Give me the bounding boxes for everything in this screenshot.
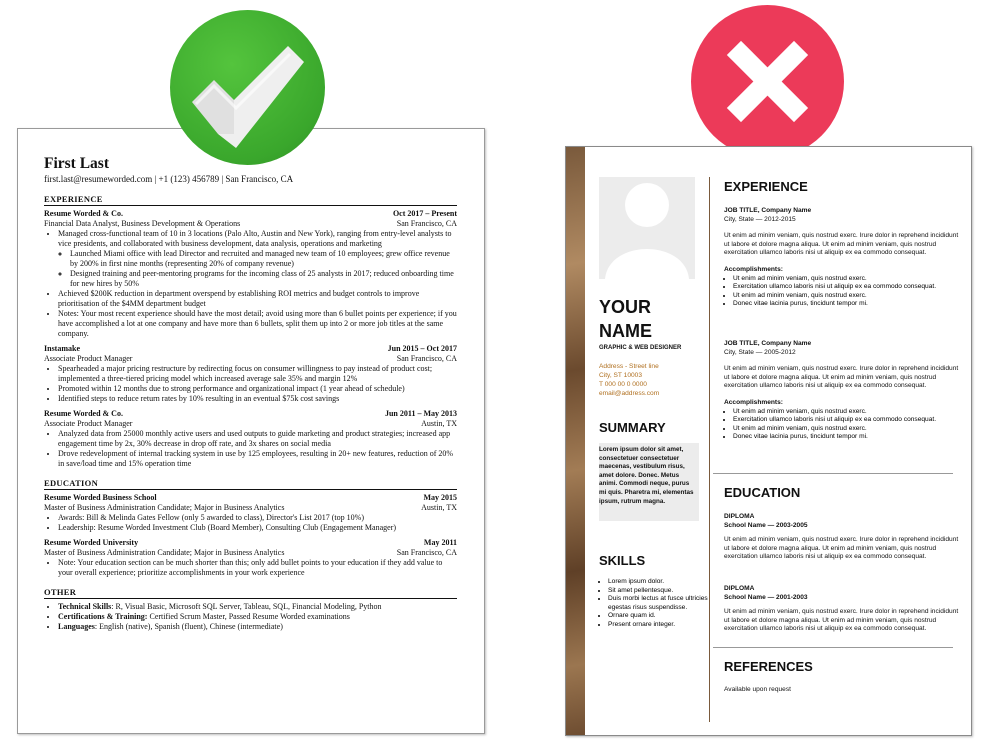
job-title: JOB TITLE, Company Name (724, 340, 812, 347)
education-entry (724, 585, 959, 634)
experience-heading: EXPERIENCE (724, 179, 808, 194)
job-entry (724, 340, 959, 442)
diploma-title: DIPLOMA (724, 585, 755, 592)
phone-line: T 000 00 0 0000 (599, 381, 647, 388)
job-location: San Francisco, CA (396, 219, 457, 228)
job-bullet: • Drove redevelopment of internal tracking system in use by 125 employees, resulting in 20+ new features, reduction of 20% in save/load time and 15% operation time (58, 449, 457, 469)
accomplishment-item: • Ut enim ad minim veniam, quis nostrud exerc. (733, 275, 959, 284)
skills-list (599, 578, 708, 630)
resume-name-line1: YOUR (599, 297, 652, 317)
approved-badge (170, 10, 325, 165)
job-company: Resume Worded & Co. (44, 209, 123, 218)
skills-heading: SKILLS (599, 553, 646, 568)
cross-icon (691, 5, 844, 158)
education-heading: EDUCATION (724, 485, 801, 500)
job-location: Austin, TX (421, 419, 457, 428)
resume-contact: first.last@resumeworded.com | +1 (123) 456789 | San Francisco, CA (44, 174, 294, 184)
good-resume (17, 128, 485, 734)
job-location: San Francisco, CA (396, 354, 457, 363)
job-entry (44, 409, 457, 469)
experience-heading: EXPERIENCE (44, 194, 457, 206)
job-title: Financial Data Analyst, Business Development & Operations (44, 219, 241, 228)
accomplishment-item: • Ut enim ad minim veniam, quis nostrud exerc. (733, 425, 959, 434)
summary-heading: SUMMARY (599, 420, 666, 435)
school-name: Resume Worded University (44, 538, 139, 547)
job-bullet: • Promoted within 12 months due to strong performance and organizational impact (1 year ahead of schedule) (58, 384, 457, 394)
address-line: Address - Street line (599, 363, 659, 370)
resume-role: GRAPHIC & WEB DESIGNER (599, 345, 682, 351)
job-bullet: • Spearheaded a major pricing restructure by redirecting focus on consumer willingness to pay instead of product cost; implemented a three-tiered pricing model which increased average sale 35% and margin 12% (58, 364, 457, 384)
job-dates: Jun 2011 – May 2013 (384, 409, 457, 418)
education-desc: Ut enim ad minim veniam, quis nostrud exerc. Irure dolor in reprehend incididunt ut labore et dolore magna aliqua. Ut enim ad minim veniam, quis nostrud exercitation ullamco laboris nisi ut aliquip ex ea commodo consequat. (724, 608, 959, 633)
job-sub-bullet: ◦ Designed training and peer-mentoring programs for the incoming class of 25 analysts in 2017; reduced onboarding time for new hires by 50% (70, 269, 457, 289)
school-location: Austin, TX (421, 503, 457, 512)
job-company: Instamake (44, 344, 81, 353)
school-bullet: • Awards: Bill & Melinda Gates Fellow (only 5 awarded to class), Director's List 2017 (top 10%) (58, 513, 457, 523)
school-bullet: • Leadership: Resume Worded Investment Club (Board Member), Consulting Club (Engagement Manager) (58, 523, 457, 533)
section-divider (713, 647, 953, 648)
decorative-strip (566, 147, 585, 735)
resume-name: First Last (44, 155, 110, 172)
other-item (58, 602, 457, 612)
school-name: School Name — 2001-2003 (724, 593, 808, 601)
accomplishment-item: • Ut enim ad minim veniam, quis nostrud exerc. (733, 292, 959, 301)
profile-photo-icon (599, 177, 695, 279)
school-entry (44, 493, 457, 533)
job-location: City, State — 2005-2012 (724, 348, 796, 356)
skill-item: • Duis morbi lectus at fusce ultricies egestas risus suspendisse. (608, 595, 708, 612)
school-location: San Francisco, CA (396, 548, 457, 557)
job-desc: Ut enim ad minim veniam, quis nostrud exerc. Irure dolor in reprehend incididunt ut labore et dolore magna aliqua. Ut enim ad minim veniam, quis nostrud exercitation ullamco laboris nisi ut aliquip ex ea commodo consequat. (724, 365, 959, 390)
other-item (58, 612, 457, 622)
references-text: Available upon request (724, 686, 791, 693)
section-divider (713, 473, 953, 474)
school-name: School Name — 2003-2005 (724, 521, 808, 529)
job-entry (44, 209, 457, 339)
job-bullet: • Achieved $200K reduction in department overspend by establishing ROI metrics and budget controls to improve prioritisation of the $4MM department budget (58, 289, 457, 309)
job-title: Associate Product Manager (44, 354, 133, 363)
city-line: City, ST 10003 (599, 372, 643, 379)
accomplishment-item: • Exercitation ullamco laboris nisi ut aliquip ex ea commodo consequat. (733, 283, 959, 292)
other-text: Certified Scrum Master, Passed Resume Worded examinations (147, 612, 350, 621)
other-label: Certifications & Training: (58, 612, 148, 621)
school-date: May 2011 (423, 538, 457, 547)
accomplishment-item: • Exercitation ullamco laboris nisi ut aliquip ex ea commodo consequat. (733, 416, 959, 425)
job-entry (44, 344, 457, 404)
bad-resume (565, 146, 972, 736)
job-location: City, State — 2012-2015 (724, 215, 796, 223)
school-degree: Master of Business Administration Candidate; Major in Business Analytics (44, 548, 285, 557)
accomplishment-item: • Donec vitae lacinia purus, tincidunt tempor mi. (733, 300, 959, 309)
education-desc: Ut enim ad minim veniam, quis nostrud exerc. Irure dolor in reprehend incididunt ut labore et dolore magna aliqua. Ut enim ad minim veniam, quis nostrud exercitation ullamco laboris nisi ut aliquip ex ea commodo consequat. (724, 536, 959, 561)
checkmark-icon (170, 10, 325, 165)
job-bullet: • Notes: Your most recent experience should have the most detail; avoid using more than 6 bullet points per experience; if you have accomplished a lot at one company and have more than 6 bullets, split them up into 2 or more job titles at the same company. (58, 309, 457, 339)
education-heading: EDUCATION (44, 478, 457, 490)
job-bullet: • Identified steps to reduce return rates by 10% resulting in an eventual $75k cost savings (58, 394, 457, 404)
other-item (58, 622, 457, 632)
email-line: email@address.com (599, 390, 660, 397)
job-title: JOB TITLE, Company Name (724, 207, 812, 214)
accomplishments-label: Accomplishments: (724, 265, 783, 273)
other-label: Technical Skills (58, 602, 112, 611)
school-entry (44, 538, 457, 578)
photo-placeholder (599, 177, 695, 279)
other-text: : English (native), Spanish (fluent), Chinese (intermediate) (94, 622, 283, 631)
column-divider (709, 177, 710, 722)
job-company: Resume Worded & Co. (44, 409, 123, 418)
school-bullet: • Note: Your education section can be much shorter than this; only add bullet points to your education if they add value to your overall experience; prioritize accomplishments in your work experience (58, 558, 457, 578)
skill-item: • Ornare quam id. (608, 612, 708, 621)
skill-item: • Sit amet pellentesque. (608, 587, 708, 596)
education-entry (724, 513, 959, 562)
accomplishments-label: Accomplishments: (724, 398, 783, 406)
school-date: May 2015 (423, 493, 457, 502)
job-dates: Jun 2015 – Oct 2017 (387, 344, 457, 353)
skill-item: • Lorem ipsum dolor. (608, 578, 708, 587)
other-text: : R, Visual Basic, Microsoft SQL Server, Tableau, SQL, Financial Modeling, Python (111, 602, 382, 611)
job-desc: Ut enim ad minim veniam, quis nostrud exerc. Irure dolor in reprehend incididunt ut labore et dolore magna aliqua. Ut enim ad minim veniam, quis nostrud exercitation ullamco laboris nisi ut aliquip ex ea commodo consequat. (724, 232, 959, 257)
rejected-badge (691, 5, 844, 158)
other-label: Languages (58, 622, 95, 631)
references-heading: REFERENCES (724, 659, 813, 674)
accomplishment-item: • Donec vitae lacinia purus, tincidunt tempor mi. (733, 433, 959, 442)
school-degree: Master of Business Administration Candidate; Major in Business Analytics (44, 503, 285, 512)
accomplishment-item: • Ut enim ad minim veniam, quis nostrud exerc. (733, 408, 959, 417)
school-name: Resume Worded Business School (44, 493, 157, 502)
job-dates: Oct 2017 – Present (392, 209, 457, 218)
job-bullet: • Managed cross-functional team of 10 in 3 locations (Palo Alto, Austin and New York), ranging from entry-level analysts to vice presidents, and collaborated with business development, data analysis, operations and marketing (58, 229, 457, 249)
job-title: Associate Product Manager (44, 419, 133, 428)
resume-name-line2: NAME (599, 321, 652, 341)
diploma-title: DIPLOMA (724, 513, 755, 520)
other-heading: OTHER (44, 587, 457, 599)
job-bullet: • Analyzed data from 25000 monthly active users and used outputs to guide marketing and product strategies; increased app engagement time by 2x, 30% decrease in drop off rate, and 3x shares on social media (58, 429, 457, 449)
job-sub-bullet: ◦ Launched Miami office with lead Director and recruited and managed new team of 10 employees; grew office revenue by 200% in first nine months (representing 20% of company revenue) (70, 249, 457, 269)
skill-item: • Present ornare integer. (608, 621, 708, 630)
summary-text: Lorem ipsum dolor sit amet, consectetuer consectetuer maecenas, vestibulum risus, amet dolore. Donec. Metus animi. Commodi neque, purus mi quis. Pharetra mi, elementas ipsum, rutrum magna. (599, 446, 694, 505)
job-entry (724, 207, 959, 309)
